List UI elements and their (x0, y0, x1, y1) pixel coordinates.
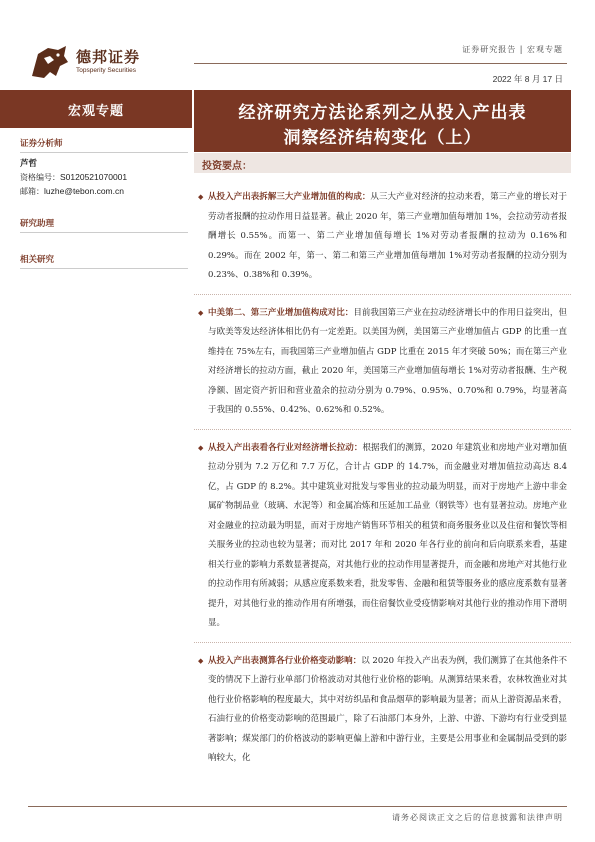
email-label: 邮箱： (20, 187, 44, 196)
section-divider (20, 152, 188, 153)
report-title-line2: 洞察经济结构变化（上） (283, 128, 482, 148)
summary-point (194, 188, 571, 286)
cert-line (20, 172, 188, 183)
header-divider (194, 63, 567, 64)
point-body: 目前我国第三产业在拉动经济增长中的作用日益突出，但与欧美等发达经济体相比仍有一定差距。以美国为例，美国第三产业增加值占 GDP 的比重一直维持在 75%左右，而我国第三产业增加值占 GDP 比重在 2015 年才突破 50%；而在第三产业对经济增长的拉动方面，截止 2020 年，美国第三产业增加值每增长 1%对劳动者报酬、生产税净额、固定资产折旧和营业盈余的拉动分别为 0.79%、0.95%、0.70%和 0.79%，均显著高于我国的 0.55%、0.42%、0.62%和 0.52%。 (208, 307, 567, 415)
sidebar (20, 137, 188, 269)
assistant-section-label: 研究助理 (20, 219, 55, 229)
email-line (20, 186, 188, 197)
brand-name-cn: 德邦证券 (76, 48, 141, 66)
bullet-icon: ◆ (198, 308, 204, 317)
brand-name-en: Topsperity Securities (76, 67, 136, 74)
analyst-name: 芦哲 (20, 159, 38, 169)
brand-logo (28, 42, 168, 84)
email-value[interactable]: luzhe@tebon.com.cn (44, 186, 124, 196)
tiger-logo-icon (28, 42, 70, 82)
point-body: 从三大产业对经济的拉动来看，第三产业的增长对于劳动者报酬的拉动作用日益显著。截止 2020 年，第三产业增加值每增加 1%，会拉动劳动者报酬增长 0.55%。而第一、第二产业增加值每增长 1%对劳动者报酬的拉动为 0.16%和 0.29%。而在 2002 年，第一、第二和第三产业增加值每增加 1%对劳动者报酬的拉动分别为 0.23%、0.38%和 0.39%。 (208, 192, 567, 280)
point-divider (194, 294, 571, 295)
cert-label: 资格编号： (20, 173, 60, 182)
point-lead: 从投入产出表测算各行业价格变动影响： (208, 655, 362, 666)
footer-divider (28, 806, 567, 807)
title-banner (194, 90, 571, 152)
summary-point (194, 439, 571, 634)
related-section-label: 相关研究 (20, 255, 55, 265)
bullet-icon: ◆ (198, 443, 204, 452)
report-type: 证券研究报告 | 宏观专题 (462, 45, 563, 54)
cert-value: S0120521070001 (60, 172, 128, 182)
point-divider (194, 429, 571, 430)
summary-point (194, 652, 571, 769)
footer-disclaimer: 请务必阅读正文之后的信息披露和法律声明 (392, 813, 563, 822)
summary-header (194, 153, 571, 173)
section-divider (20, 268, 188, 269)
category-banner: 宏观专题 (0, 90, 192, 128)
point-body: 根据我们的测算，2020 年建筑业和房地产业对增加值拉动分别为 7.2 万亿和 7.7 万亿，合计占 GDP 的 14.7%，而金融业对增加值拉动高达 8.4 亿，占 GDP 的 8.2%。其中建筑业对批发与零售业的拉动最为明显，而对于房地产上游中非金属矿物制品业（玻璃、水泥等）和金属冶炼和压延加工品业（钢铁等）也有显著拉动。房地产业对金融业的拉动最为明显，而对于房地产销售环节相关的租赁和商务服务业以及住宿和餐饮等相关服务业的拉动也较为显著；而对比 2017 年和 2020 年各行业的前向和后向联系来看，基建相关行业的影响力系数显著提高，对其他行业的拉动作用显著提升，而金融和房地产对其他行业的拉动作用有所减弱；从感应度系数来看，批发零售、金融和租赁等服务业的感应度系数有显著提升，对其他行业的推动作用有所增强，而住宿餐饮业受疫情影响对其他行业的推动作用下滑明显。 (208, 442, 567, 628)
bullet-icon: ◆ (198, 656, 204, 665)
summary-point (194, 304, 571, 421)
point-lead: 从投入产出表看各行业对经济增长拉动： (208, 442, 363, 453)
summary-label: 投资要点： (202, 161, 252, 172)
point-divider (194, 642, 571, 643)
point-body: 以 2020 年投入产出表为例，我们测算了在其他条件不变的情况下上游行业单部门价格波动对其他行业价格的影响。从测算结果来看，农林牧渔业对其他行业价格影响的程度最大，其中对纺织品和食品烟草的影响最为显著；而从上游资源品来看，石油行业的价格变动影响的范围最广，除了石油部门本身外，上游、中游、下游均有行业受到显著影响；煤炭部门的价格波动的影响更偏上游和中游行业，主要是公用事业和金属制品受到的影响较大，化 (208, 655, 567, 763)
report-date: 2022 年 8 月 17 日 (492, 74, 563, 84)
point-lead: 中美第二、第三产业增加值构成对比： (208, 307, 354, 318)
summary-points (194, 188, 571, 769)
bullet-icon: ◆ (198, 193, 204, 201)
analyst-section-label: 证券分析师 (20, 139, 63, 149)
report-title-line1: 经济研究方法论系列之从投入产出表 (238, 103, 527, 123)
point-lead: 从投入产出表拆解三大产业增加值的构成： (208, 192, 371, 202)
